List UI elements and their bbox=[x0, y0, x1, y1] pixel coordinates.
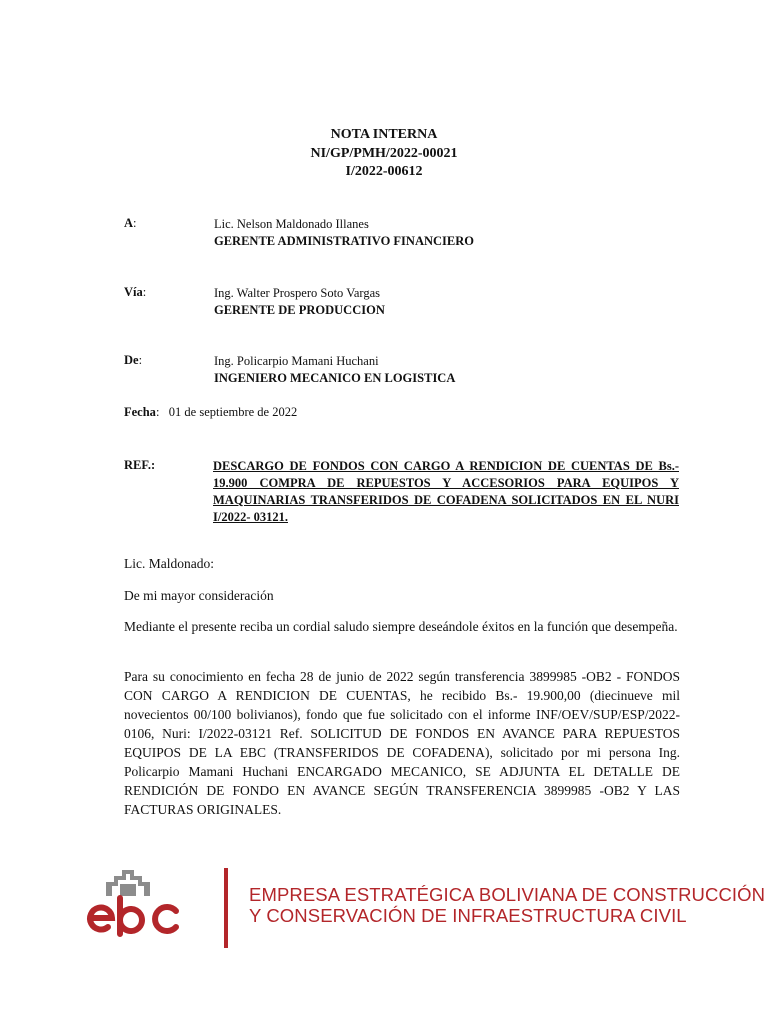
paragraph-detail: Para su conocimiento en fecha 28 de junio de 2022 según transferencia 3899985 -OB2 - FONDOS CON CARGO A RENDICION DE CUENTAS, he recibido Bs.- 19.900,00 (diecinueve mil novecientos 00/100 bolivianos), fondo que fue solicitado con el informe INF/OEV/SUP/ESP/2022-0106, Nuri: I/2022-03121 Ref. SOLICITUD DE FONDOS EN AVANCE PARA REPUESTOS EQUIPOS DE LA EBC (TRANSFERIDOS DE COFADENA), solicitado por mi persona Ing. Policarpio Mamani Huchani ENCARGADO MECANICO, SE ADJUNTA EL DETALLE DE RENDICIÓN DE FONDO EN AVANCE SEGÚN TRANSFERENCIA 3899985 -OB2 Y LAS FACTURAS ORIGINALES. bbox=[124, 669, 680, 817]
logo-letter-e bbox=[90, 908, 112, 930]
document-header bbox=[0, 126, 768, 182]
ebc-logo bbox=[84, 864, 194, 944]
document-ref-code: I/2022-00612 bbox=[345, 164, 423, 179]
logo-letter-c bbox=[155, 907, 176, 931]
company-name-line2: Y CONSERVACIÓN DE INFRAESTRUCTURA CIVIL bbox=[249, 905, 687, 926]
building-icon bbox=[106, 870, 150, 896]
via-name: Ing. Walter Prospero Soto Vargas bbox=[214, 286, 380, 300]
sender-role: INGENIERO MECANICO EN LOGISTICA bbox=[214, 371, 456, 385]
document-code: NI/GP/PMH/2022-00021 bbox=[310, 145, 458, 161]
recipient-label: A bbox=[124, 216, 134, 230]
sender-label: De bbox=[124, 353, 139, 367]
document-page: NOTA INTERNA NI/GP/PMH/2022-00021 I/2022-00612 A: Lic. Nelson Maldonado Illanes GERENTE ADMINISTRATIVO FINANCIERO Vía: Ing. Walter Prospero Soto Vargas GERENTE DE PRODUCCION De: Ing. Policarpio Mamani Huchani INGENIERO MECANICO EN LOGISTICA Fecha: 01 de septiembre de 2022 REF.: DESCARGO DE FONDOS CON CARGO A RENDICION DE CUENTAS DE Bs.- 19.900 COMPRA DE REPUESTOS Y ACCESORIOS PARA EQUIPOS Y MAQUINARIAS TRANSFERIDOS DE COFADENA SOLICITADOS EN EL NURI I/2022- 03121. Lic. Maldonado: De mi mayor consideración Mediante el presente reciba un cordial saludo siempre deseándole éxitos en la función que desempeña. Para su conocimiento en fecha 28 de junio de 2022 según transferencia 3899985 -OB2 - FONDOS CON CARGO A RENDICION DE CUENTAS, he recibido Bs.- 19.900,00 (diecinueve mil novecientos 00/100 bolivianos), fondo que fue solicitado con el informe INF/OEV/SUP/ESP/2022-0106, Nuri: I/2022-03121 Ref. SOLICITUD DE FONDOS EN AVANCE PARA REPUESTOS EQUIPOS DE LA EBC (TRANSFERIDOS DE COFADENA), solicitado por mi persona Ing. Policarpio Mamani Huchani ENCARGADO MECANICO, SE ADJUNTA EL DETALLE DE RENDICIÓN DE FONDO EN AVANCE SEGÚN TRANSFERENCIA 3899985 -OB2 Y LAS FACTURAS ORIGINALES. ebc EMPRESA ESTRATÉGICA BOLIVIANA DE CONSTRUCCIÓN Y CONSERVACIÓN DE INFRAESTRUCTURA CIVIL bbox=[0, 0, 768, 1024]
reference-label: REF.: bbox=[124, 458, 156, 472]
footer-separator bbox=[224, 868, 228, 948]
date-line: Fecha: 01 de septiembre de 2022 bbox=[124, 405, 298, 419]
company-name bbox=[249, 884, 765, 926]
via-role: GERENTE DE PRODUCCION bbox=[214, 303, 385, 317]
greeting: De mi mayor consideración bbox=[124, 588, 274, 603]
document-title: NOTA INTERNA bbox=[330, 127, 438, 142]
logo-text: ebc bbox=[84, 864, 86, 865]
paragraph-intro: Mediante el presente reciba un cordial saludo siempre deseándole éxitos en la función que desempeña. bbox=[124, 619, 678, 634]
logo-letter-b bbox=[120, 898, 142, 934]
recipient-name: Lic. Nelson Maldonado Illanes bbox=[214, 217, 369, 231]
sender-name: Ing. Policarpio Mamani Huchani bbox=[214, 354, 379, 368]
recipient-role: GERENTE ADMINISTRATIVO FINANCIERO bbox=[214, 234, 474, 248]
salutation: Lic. Maldonado: bbox=[124, 556, 214, 571]
date-value: 01 de septiembre de 2022 bbox=[168, 405, 298, 419]
via-label: Vía bbox=[124, 285, 143, 299]
reference-text: DESCARGO DE FONDOS CON CARGO A RENDICION DE CUENTAS DE Bs.- 19.900 COMPRA DE REPUESTOS Y ACCESORIOS PARA EQUIPOS Y MAQUINARIAS TRANSFERIDOS DE COFADENA SOLICITADOS EN EL NURI I/2022- 03121. bbox=[213, 459, 679, 524]
date-label: Fecha bbox=[124, 405, 156, 419]
company-name-line1: EMPRESA ESTRATÉGICA BOLIVIANA DE CONSTRUCCIÓN bbox=[249, 884, 766, 905]
